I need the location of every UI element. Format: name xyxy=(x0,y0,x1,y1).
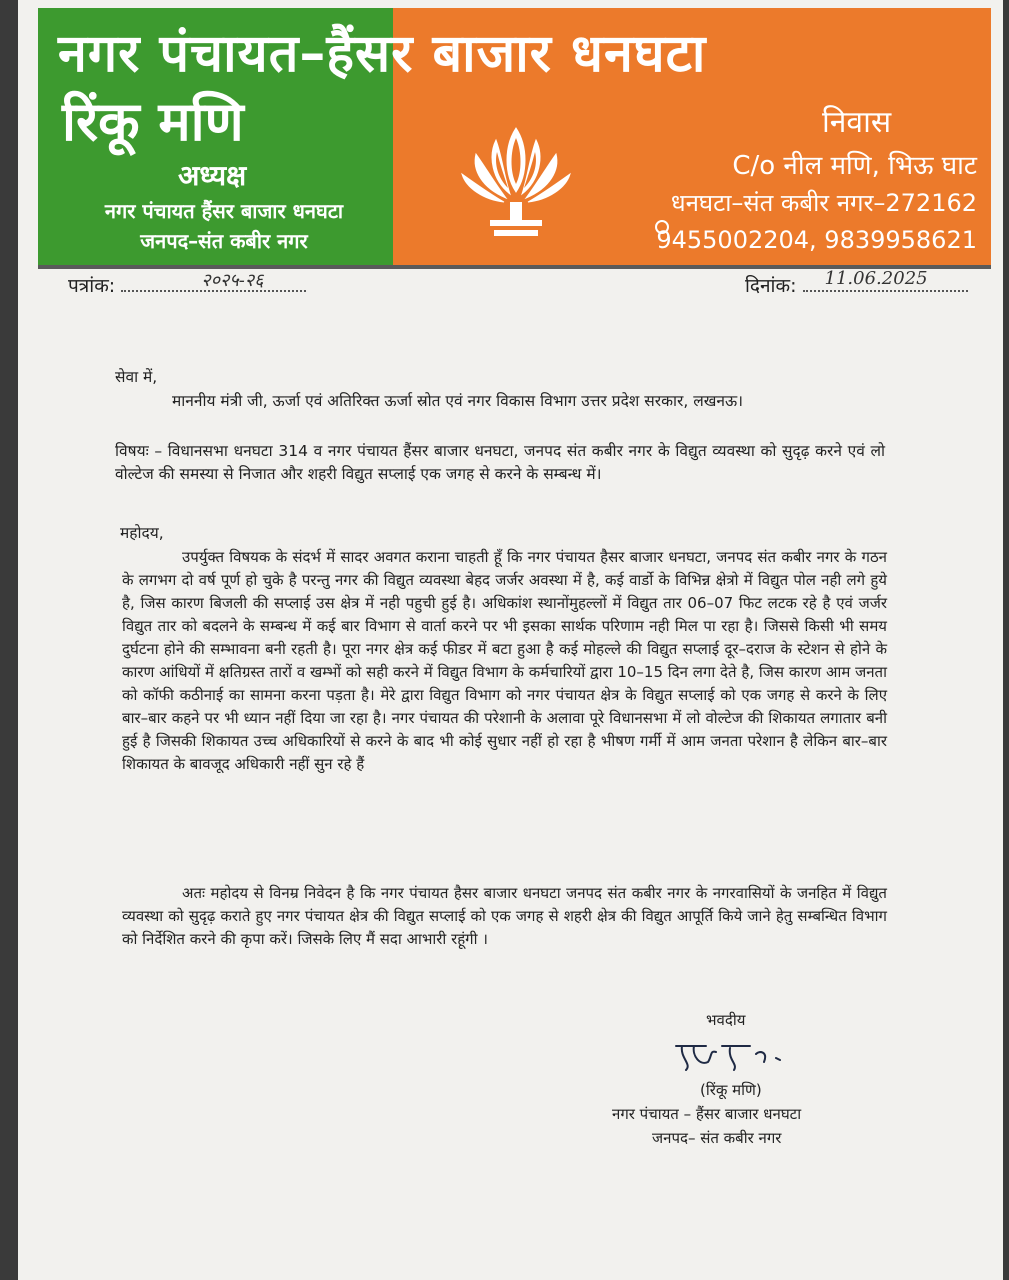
addressee: माननीय मंत्री जी, ऊर्जा एवं अतिरिक्त ऊर्जा स्रोत एवं नगर विकास विभाग उत्तर प्रदेश सरकार, लखनऊ। xyxy=(172,392,744,410)
paragraph-2: अतः महोदय से विनम्र निवेदन है कि नगर पंचायत हैसर बाजार धनघटा जनपद संत कबीर नगर के नगरवासियों के जनहित में विद्युत व्यवस्था को सुदृढ़ कराते हुए नगर पंचायत क्षेत्र की विद्युत सप्लाई को एक जगह से शहरी क्षेत्र की विद्युत आपूर्ति किये जाने हेतु सम्बन्धित विभाग को निर्देशित करने की कृपा करें। जिसके लिए मैं सदा आभारी रहूंगी । xyxy=(122,884,887,948)
letterhead-district-line: जनपद–संत कबीर नगर xyxy=(140,229,308,253)
address-line-2: धनघटा–संत कबीर नगर–272162 xyxy=(670,189,977,217)
closing: भवदीय xyxy=(706,1011,746,1029)
date-value: 11.06.2025 xyxy=(824,268,928,289)
reference-line xyxy=(121,270,306,292)
letterhead-title: नगर पंचायत–हैंसर बाजार धनघटा xyxy=(58,24,707,84)
reference-value: २०२५-२६ xyxy=(201,270,264,291)
letterhead-designation: अध्यक्ष xyxy=(178,159,247,192)
letterhead-org-line: नगर पंचायत हैंसर बाजार धनघटा xyxy=(104,199,344,223)
address-line-1: C/o नील मणि, भिऊ घाट xyxy=(732,151,977,181)
salutation-to: सेवा में, xyxy=(115,368,158,386)
reference-row xyxy=(68,272,306,298)
signature-icon xyxy=(672,1036,792,1076)
date-row xyxy=(745,268,968,298)
date-line xyxy=(803,268,968,292)
paragraph-1: उपर्युक्त विषयक के संदर्भ में सादर अवगत कराना चाहती हूँ कि नगर पंचायत हैसर बाजार धनघटा, जनपद संत कबीर नगर के गठन के लगभग दो वर्ष पूर्ण हो चुके है परन्तु नगर की विद्युत व्यवस्था बेहद जर्जर अवस्था में है, कई वार्डो के विभिन्न क्षेत्रो में विद्युत पोल नही लगे हुये है, जिस कारण बिजली की सप्लाई उस क्षेत्र में नही पहुची हुई है। अधिकांश स्थानोंमुहल्लों में विद्युत तार 06–07 फिट लटक रहे है एवं जर्जर विद्युत तार को बदलने के सम्बन्ध में कई बार विभाग से वार्ता करने पर भी इसका सार्थक परिणाम नही मिल पा रहा है। जिससे किसी भी समय दुर्घटना होने की सम्भावना बनी रहती है। पूरा नगर क्षेत्र कई फीडर में बटा हुआ है कई मोहल्ले की विद्युत सप्लाई दूर–दराज के स्टेशन से होने के कारण आंधियों में क्षतिग्रस्त तारों व खम्भों को सही करने में विद्युत विभाग के कर्मचारियों द्वारा 10–15 दिन लगा देते है, जिस कारण आम जनता को कॉफी कठीनाई का सामना करना पड़ता है। मेरे द्वारा विद्युत विभाग को नगर पंचायत क्षेत्र के विद्युत सप्लाई को एक जगह से करने के लिए बार–बार कहने पर भी ध्यान नहीं दिया जा रहा है। नगर पंचायत की परेशानी के अलावा पूरे विधानसभा में लो वोल्टेज की शिकायत लगातार बनी हुई है जिसकी शिकायत उच्च अधिकारियों से करने के बाद भी कोई सुधार नहीं हो रहा है भीषण गर्मी में आम जनता परेशान है लेकिन बार–बार शिकायत के बावजूद अधिकारी नहीं सुन रहे हैं xyxy=(122,548,887,773)
letterhead-name: रिंकू मणि xyxy=(62,90,244,153)
reference-label: पत्रांक: xyxy=(68,275,116,297)
signer-org: नगर पंचायत – हैंसर बाजार धनघटा xyxy=(612,1105,802,1123)
signer-name: (रिंकू मणि) xyxy=(700,1081,762,1099)
phone-numbers: 9455002204, 9839958621 xyxy=(656,226,977,254)
subject: विषयः – विधानसभा धनघटा 314 व नगर पंचायत हैंसर बाजार धनघटा, जनपद संत कबीर नगर के विद्युत व्यवस्था को सुदृढ़ करने एवं लो वोल्टेज की समस्या से निजात और शहरी विद्युत सप्लाई एक जगह से करने के सम्बन्ध में। xyxy=(115,442,885,483)
signer-district: जनपद– संत कबीर नगर xyxy=(652,1129,782,1147)
greeting: महोदय, xyxy=(120,524,164,542)
lotus-logo-icon xyxy=(452,118,580,242)
date-label: दिनांक: xyxy=(745,275,797,297)
residence-heading: निवास xyxy=(822,105,892,140)
